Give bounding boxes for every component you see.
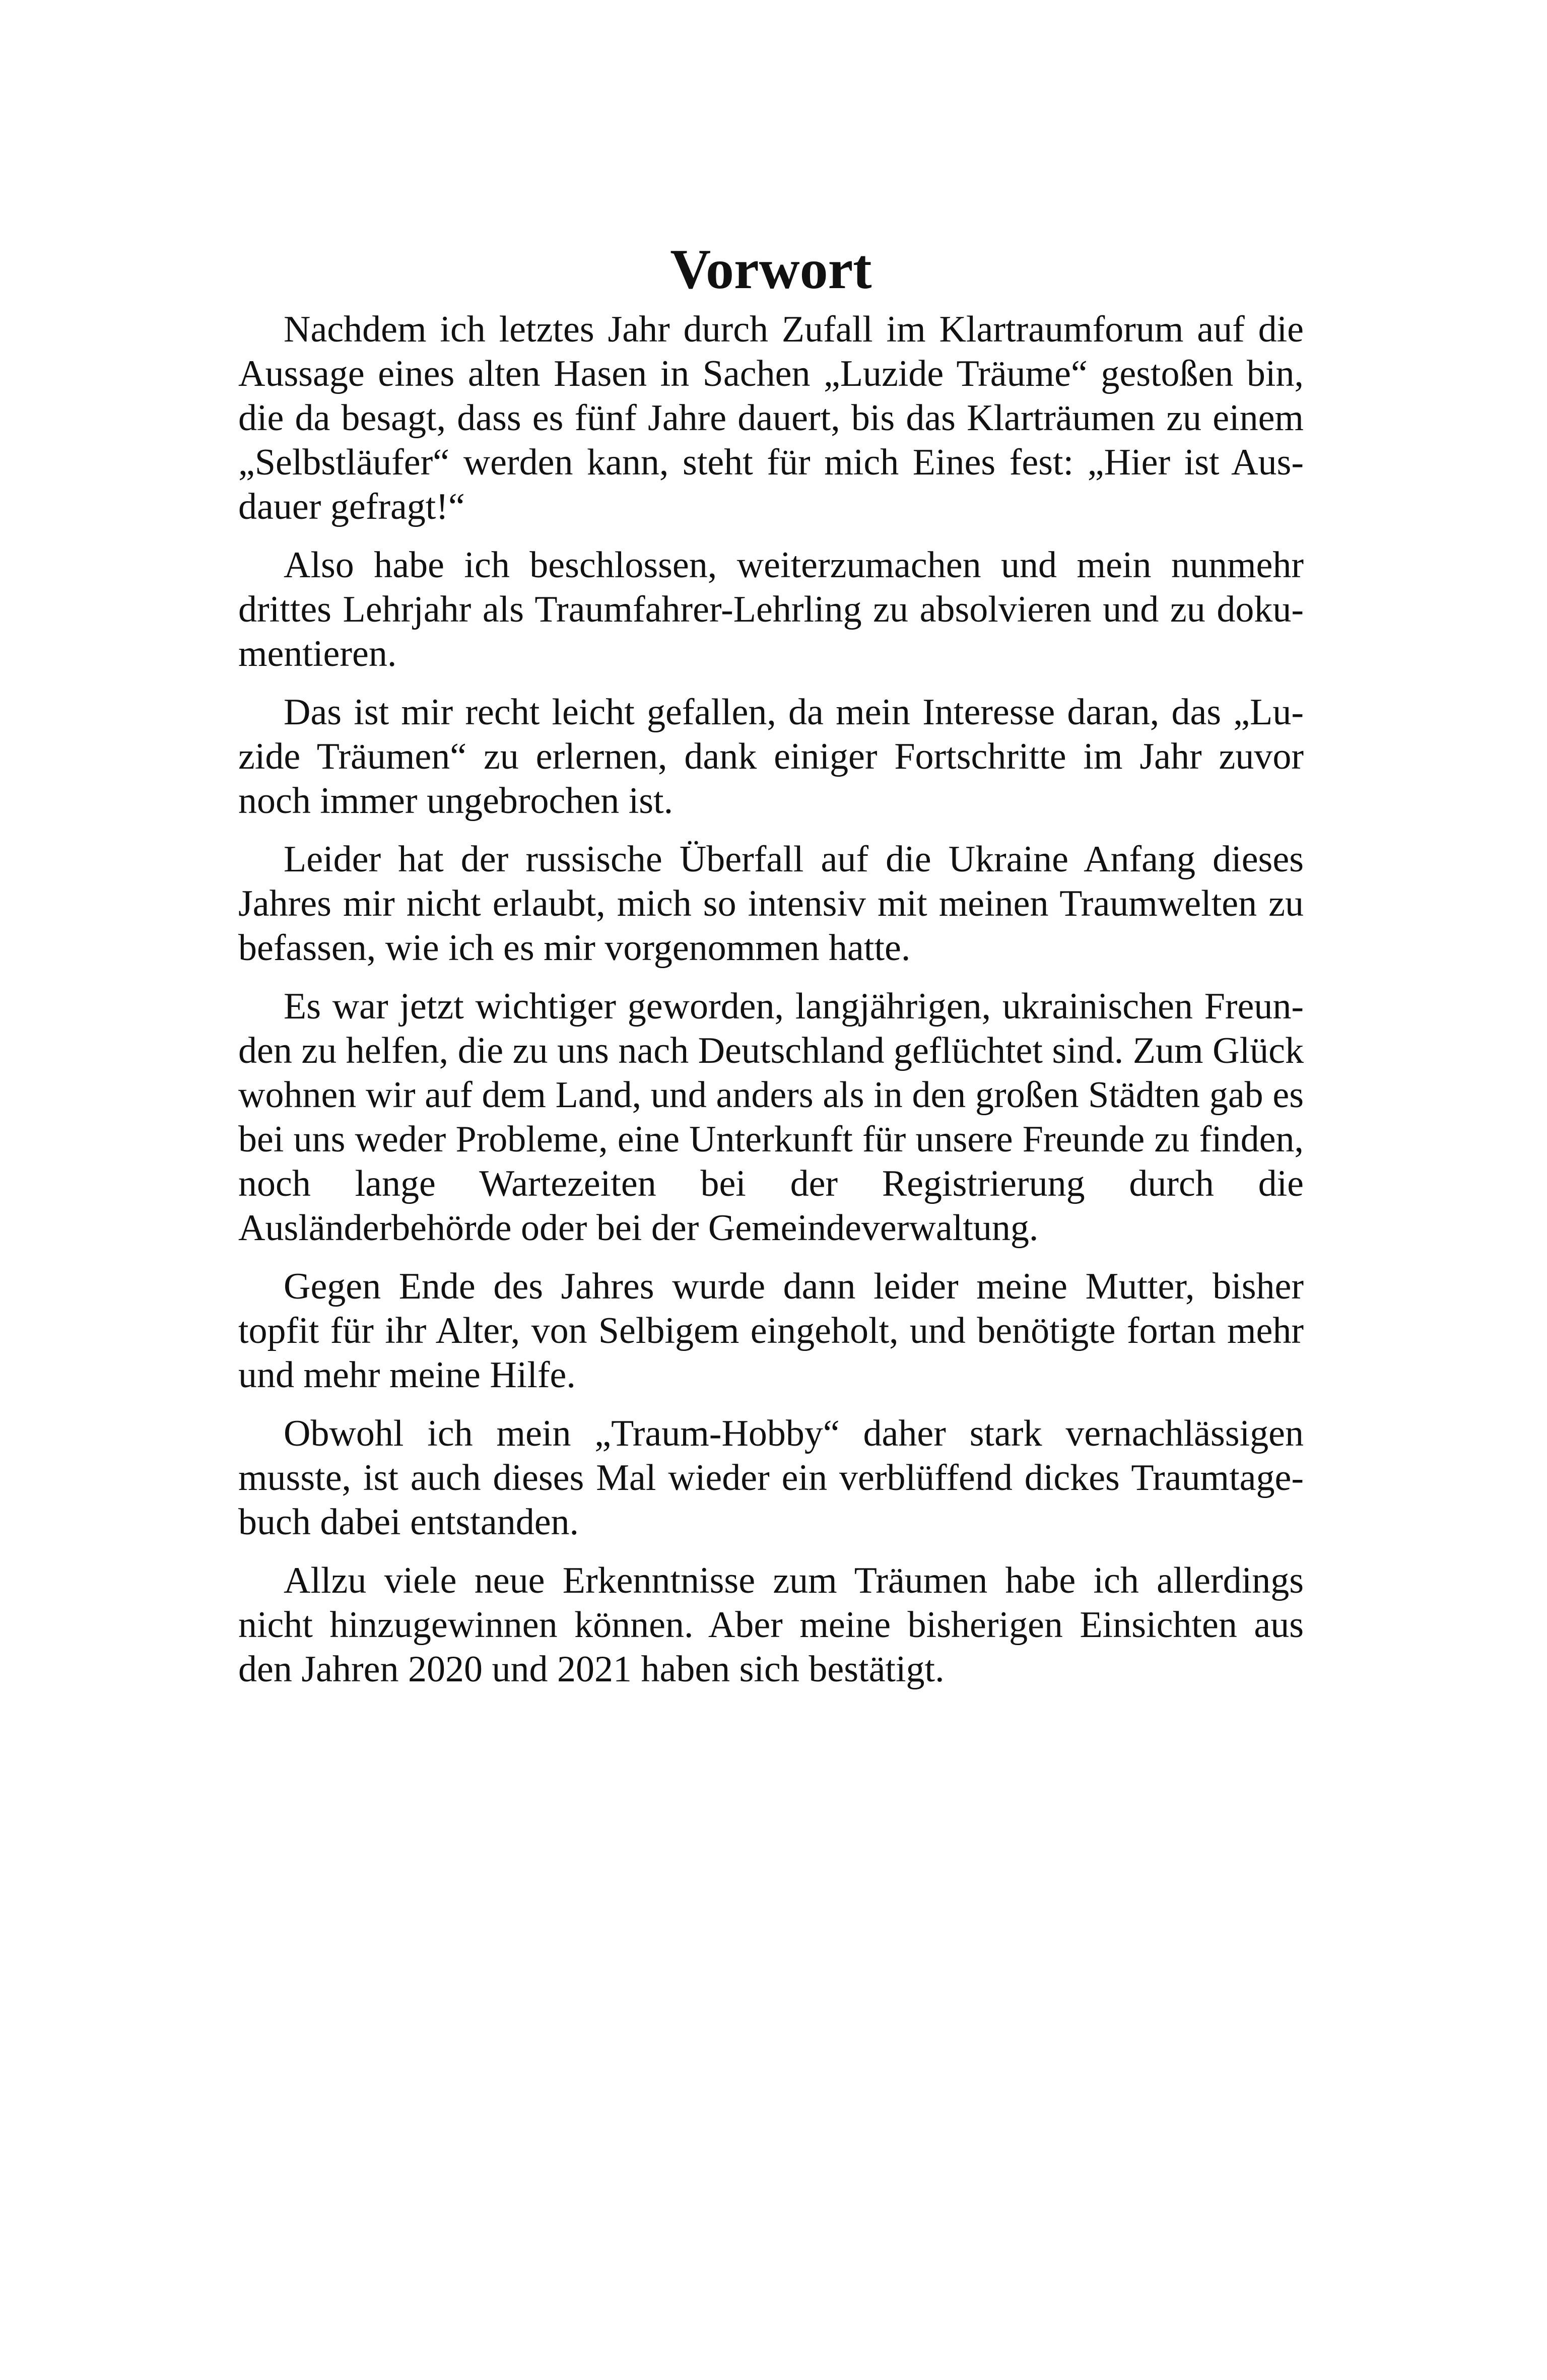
paragraph-6: Gegen Ende des Jahres wurde dann leider meine Mutter, bisher topfit für ihr Alter, von Selbigem eingeholt, und benötigte fortan mehr und mehr meine Hilfe. bbox=[238, 1266, 1304, 1396]
paragraph-8: Allzu viele neue Erkenntnisse zum Träumen habe ich allerdings nicht hinzugewinnen können. Aber meine bisherigen Einsichten aus den Jahren 2020 und 2021 haben sich bestätigt. bbox=[238, 1560, 1304, 1690]
paragraph-4: Leider hat der russische Überfall auf die Ukraine Anfang dieses Jahres mir nicht erlaubt, mich so intensiv mit meinen Traumwelten zu befassen, wie ich es mir vorgenommen hatte. bbox=[238, 839, 1304, 969]
text-block bbox=[238, 237, 1304, 1706]
paragraph-3: Das ist mir recht leicht gefallen, da mein Interesse daran, das „Luzide Träumen“ zu erlernen, dank einiger Fortschritte im Jahr zuvor noch immer ungebrochen ist. bbox=[238, 692, 1304, 822]
paragraph-7: Obwohl ich mein „Traum-Hobby“ daher stark vernachlässigen musste, ist auch dieses Mal wieder ein verblüffend dickes Traumtagebuch dabei entstanden. bbox=[238, 1413, 1304, 1543]
page-title: Vorwort bbox=[670, 238, 872, 301]
paragraph-2: Also habe ich beschlossen, weiterzumachen und mein nunmehr drittes Lehrjahr als Traumfahrer-Lehrling zu absolvieren und zu dokumentieren. bbox=[238, 545, 1304, 674]
paragraph-5: Es war jetzt wichtiger geworden, langjährigen, ukrainischen Freunden zu helfen, die zu uns nach Deutschland geflüchtet sind. Zum Glück wohnen wir auf dem Land, und anders als in den großen Städten gab es bei uns weder Probleme, eine Unterkunft für unsere Freunde zu finden, noch lange Wartezeiten bei der Registrierung durch die Ausländerbehörde oder bei der Gemeindeverwaltung. bbox=[238, 986, 1304, 1249]
paragraph-1: Nachdem ich letztes Jahr durch Zufall im Klartraumforum auf die Aussage eines alten Hasen in Sachen „Luzide Träume“ gestoßen bin, die da besagt, dass es fünf Jahre dauert, bis das Klarträumen zu einem „Selbstläufer“ werden kann, steht für mich Eines fest: „Hier ist Ausdauer gefragt!“ bbox=[238, 309, 1304, 527]
